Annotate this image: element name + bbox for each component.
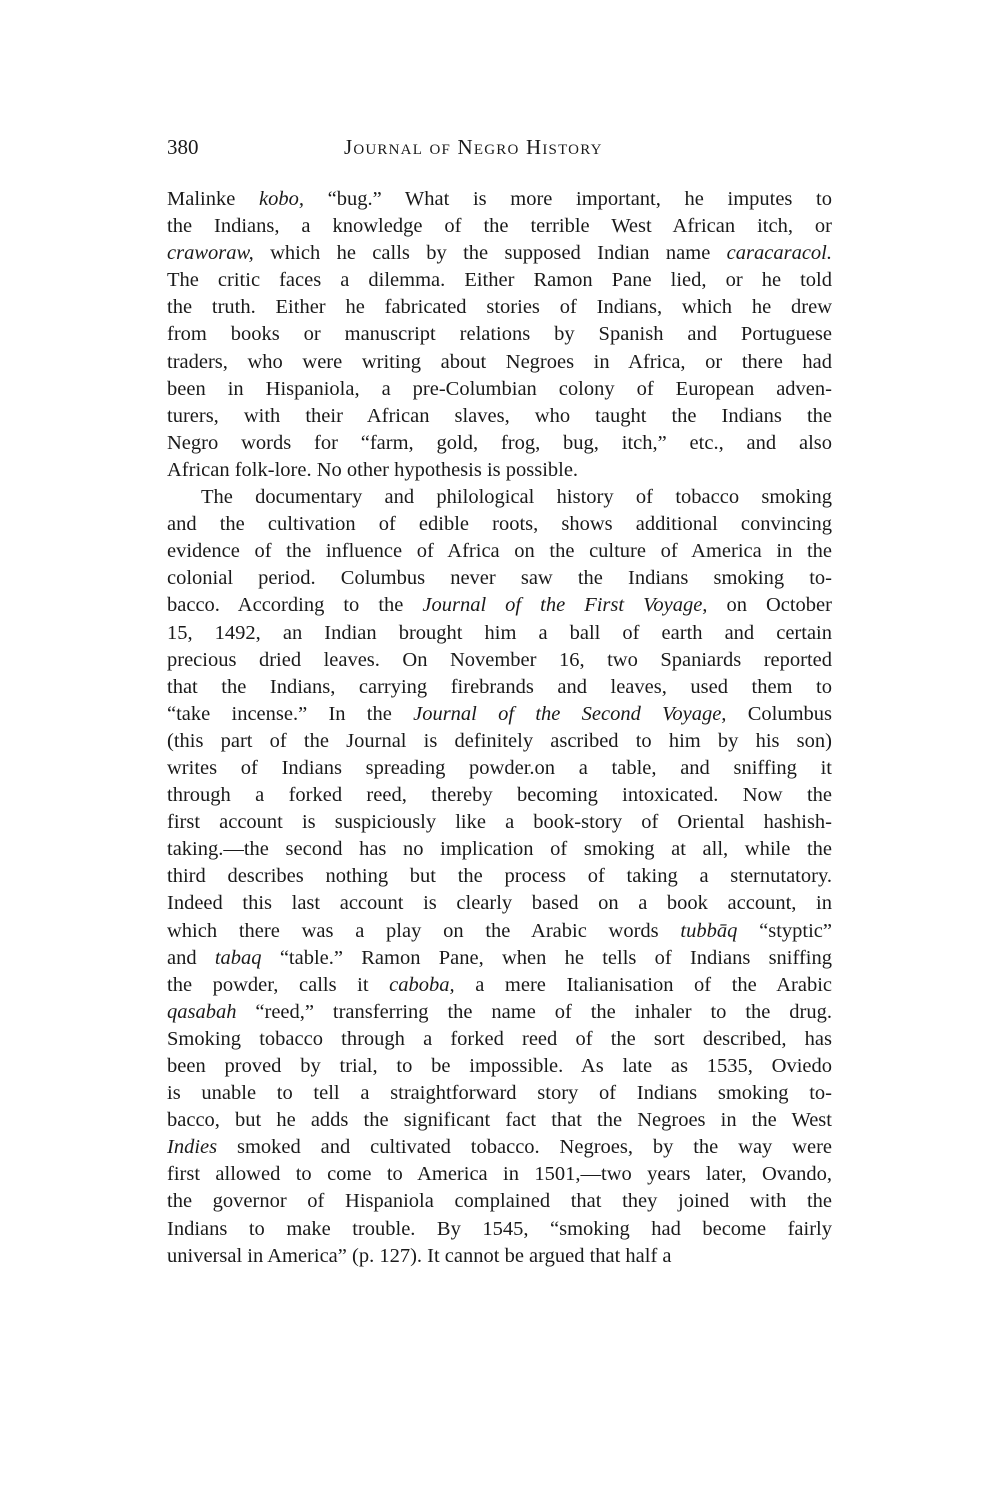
italic-text: Indies <box>167 1136 218 1159</box>
text-line <box>167 294 832 321</box>
text-run: “bug.” What is more important, he imputes to <box>303 188 832 210</box>
text-run: “take incense.” In the <box>167 702 414 725</box>
text-line <box>167 647 832 674</box>
paragraph <box>167 186 832 484</box>
text-line <box>167 782 832 809</box>
text-line <box>167 403 832 430</box>
text-line <box>167 240 832 267</box>
text-line <box>167 1161 832 1188</box>
italic-text: qasabah <box>167 1000 237 1023</box>
text-run: Indians to make trouble. By 1545, “smoking had become fairly <box>167 1217 832 1240</box>
text-line <box>167 728 832 755</box>
text-line <box>167 755 832 782</box>
text-line <box>167 701 832 728</box>
text-run: taking.—the second has no implication of smoking at all, while the <box>167 838 832 861</box>
text-run: a mere Italianisation of the Arabic <box>454 973 832 996</box>
text-line <box>167 321 832 348</box>
text-run: first allowed to come to America in 1501,—two years later, Ovando, <box>167 1163 832 1186</box>
text-line <box>167 484 832 511</box>
text-run: and the cultivation of edible roots, shows additional convincing <box>167 513 832 536</box>
text-run: The documentary and philological history of tobacco smoking <box>201 486 832 509</box>
text-run: on October <box>707 594 832 617</box>
text-line <box>167 511 832 538</box>
text-run: (this part of the Journal is definitely ascribed to him by his son) <box>167 729 832 752</box>
text-run: Malinke <box>167 188 259 210</box>
text-line <box>167 620 832 647</box>
text-run: and <box>167 946 215 969</box>
text-run: the truth. Either he fabricated stories of Indians, which he drew <box>167 296 832 319</box>
text-run: 15, 1492, an Indian brought him a ball of earth and certain <box>167 621 832 644</box>
text-line <box>167 213 832 240</box>
text-line <box>167 945 832 972</box>
text-line <box>167 972 832 999</box>
text-line <box>167 1243 832 1270</box>
text-run: third describes nothing but the process of taking a sternutatory. <box>167 865 832 888</box>
italic-text: caracaracol. <box>726 242 832 265</box>
text-line <box>167 349 832 376</box>
text-run: the powder, calls it <box>167 973 390 996</box>
text-run: turers, with their African slaves, who taught the Indians the <box>167 404 832 427</box>
text-line <box>167 1188 832 1215</box>
text-line <box>167 999 832 1026</box>
text-run: first account is suspiciously like a book-story of Oriental hashish- <box>167 811 832 834</box>
body-text <box>167 186 832 1270</box>
text-line <box>167 186 832 213</box>
text-run: traders, who were writing about Negroes in Africa, or there had <box>167 350 832 373</box>
text-line <box>167 1080 832 1107</box>
text-run: colonial period. Columbus never saw the Indians smoking to- <box>167 567 832 590</box>
text-run: which there was a play on the Arabic words <box>167 919 681 942</box>
text-run: the Indians, a knowledge of the terrible West African itch, or <box>167 215 832 238</box>
text-run: universal in America” (p. 127). It cannot be argued that half a <box>167 1244 672 1267</box>
text-line <box>167 376 832 403</box>
text-run: that the Indians, carrying firebrands and leaves, used them to <box>167 675 832 698</box>
paragraph <box>167 484 832 1270</box>
text-run: Indeed this last account is clearly based on a book account, in <box>167 892 832 915</box>
text-run: bacco, but he adds the significant fact that the Negroes in the West <box>167 1109 832 1132</box>
text-line <box>167 809 832 836</box>
italic-text: caboba, <box>389 973 455 996</box>
text-run: writes of Indians spreading powder.on a table, and sniffing it <box>167 756 832 779</box>
text-run: precious dried leaves. On November 16, two Spaniards reported <box>167 648 832 671</box>
text-line <box>167 538 832 565</box>
text-run: The critic faces a dilemma. Either Ramon Pane lied, or he told <box>167 269 832 292</box>
italic-text: craworaw, <box>167 242 254 265</box>
text-line <box>167 863 832 890</box>
italic-text: kobo, <box>258 188 304 210</box>
text-run: “table.” Ramon Pane, when he tells of Indians sniffing <box>261 946 832 969</box>
text-line <box>167 890 832 917</box>
text-run: Columbus <box>726 702 832 725</box>
text-run: African folk-lore. No other hypothesis is possible. <box>167 458 579 481</box>
text-run: smoked and cultivated tobacco. Negroes, by the way were <box>217 1136 832 1159</box>
text-run: evidence of the influence of Africa on the culture of America in the <box>167 540 832 563</box>
italic-text: tabaq <box>214 946 262 969</box>
text-run: which he calls by the supposed Indian name <box>253 242 727 265</box>
italic-text: tubbāq <box>680 919 738 942</box>
text-run: through a forked reed, thereby becoming intoxicated. Now the <box>167 784 832 807</box>
text-line <box>167 457 832 484</box>
text-run: “styptic” <box>737 919 832 942</box>
text-line <box>167 1107 832 1134</box>
text-run: bacco. According to the <box>167 594 423 617</box>
text-run: Negro words for “farm, gold, frog, bug, itch,” etc., and also <box>167 431 832 454</box>
text-line <box>167 918 832 945</box>
text-line <box>167 430 832 457</box>
text-run: is unable to tell a straightforward story of Indians smoking to- <box>167 1082 832 1105</box>
text-run: been in Hispaniola, a pre-Columbian colony of European adven- <box>167 377 832 400</box>
text-run: Smoking tobacco through a forked reed of the sort described, has <box>167 1027 832 1050</box>
text-line <box>167 1053 832 1080</box>
text-line <box>167 267 832 294</box>
page-number: 380 <box>167 135 199 159</box>
text-line <box>167 674 832 701</box>
italic-text: Journal of the First Voyage, <box>422 594 708 617</box>
page-header <box>167 135 832 165</box>
text-line <box>167 1216 832 1243</box>
italic-text: Journal of the Second Voyage, <box>413 702 727 725</box>
text-line <box>167 1026 832 1053</box>
text-line <box>167 1134 832 1161</box>
text-run: the governor of Hispaniola complained that they joined with the <box>167 1190 832 1213</box>
text-line <box>167 565 832 592</box>
text-line <box>167 836 832 863</box>
text-run: been proved by trial, to be impossible. As late as 1535, Oviedo <box>167 1055 832 1077</box>
text-line <box>167 592 832 619</box>
text-run: from books or manuscript relations by Spanish and Portuguese <box>167 323 832 346</box>
text-run: “reed,” transferring the name of the inhaler to the drug. <box>236 1000 832 1023</box>
running-title: Journal of Negro History <box>344 135 603 159</box>
